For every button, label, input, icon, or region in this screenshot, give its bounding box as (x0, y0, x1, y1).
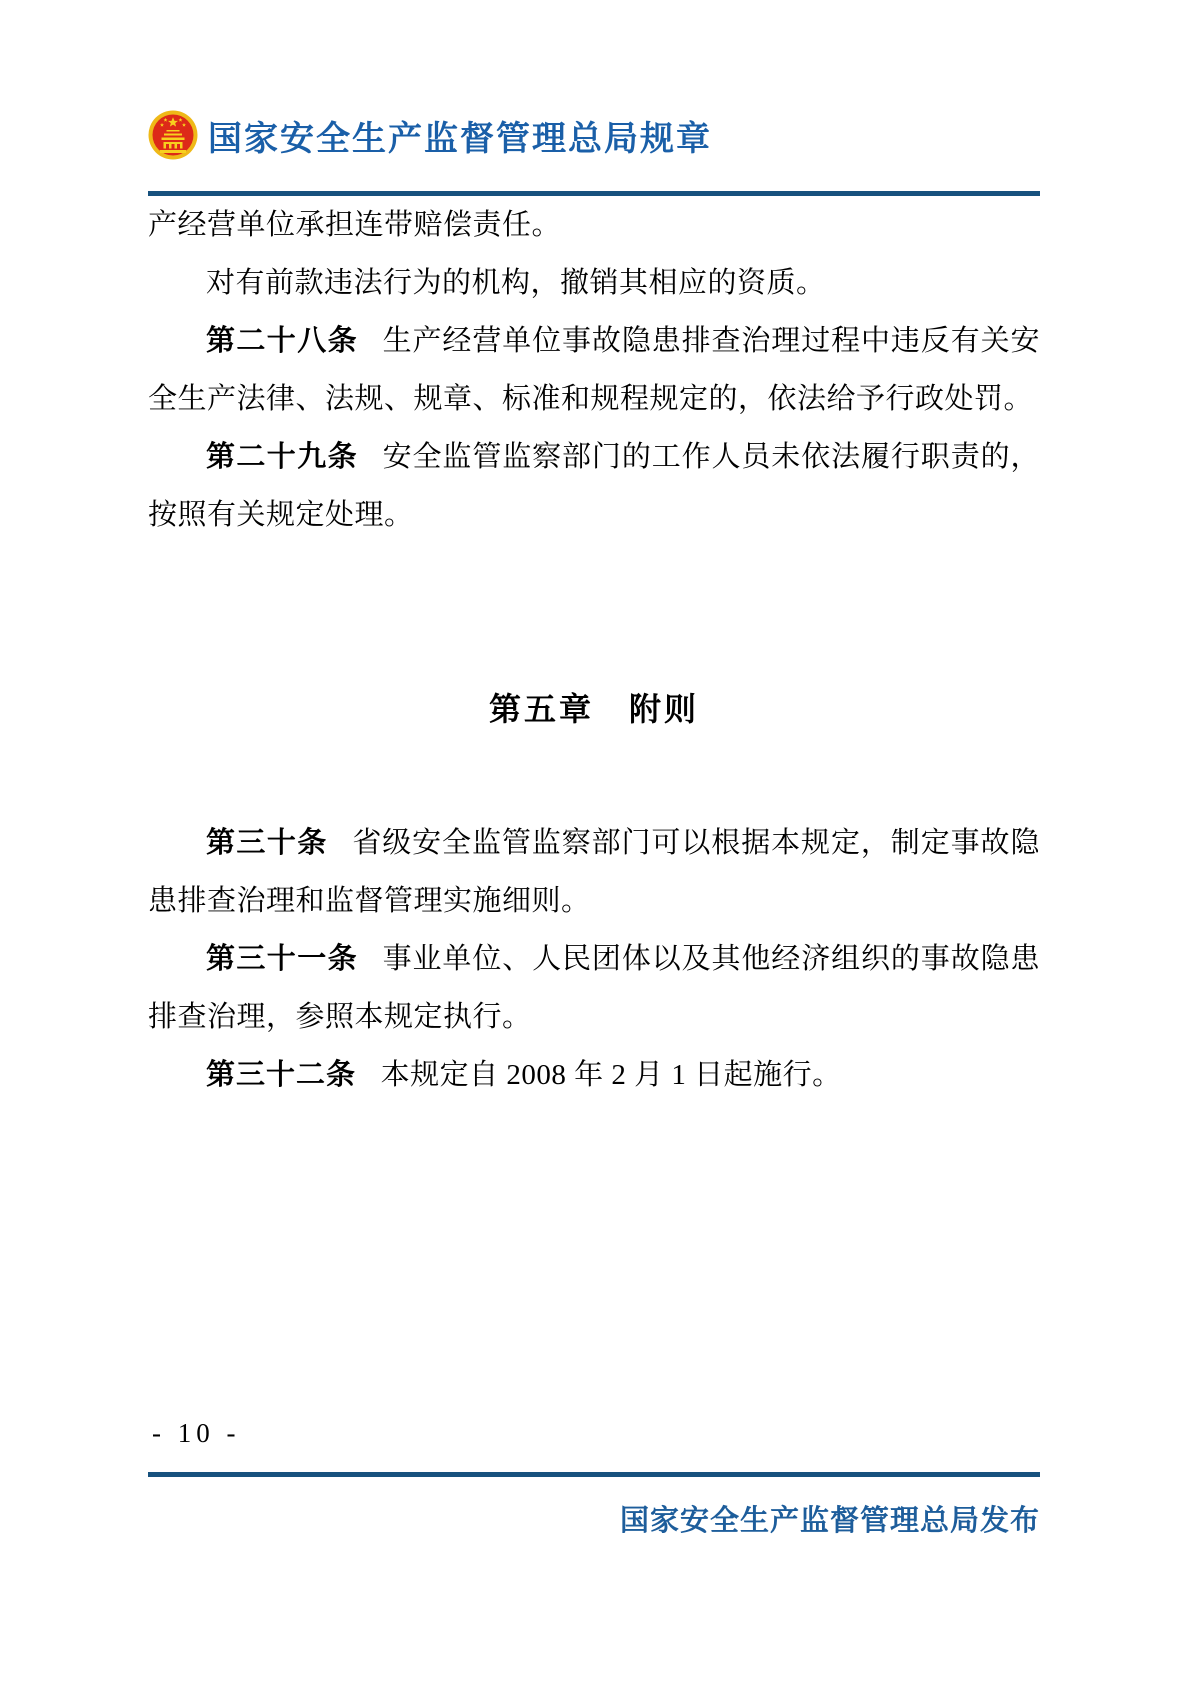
article-number: 第二十九条 (206, 441, 358, 473)
paragraph-article-32 (148, 1046, 1040, 1104)
article-number: 第三十一条 (206, 943, 358, 975)
paragraph-article-28 (148, 312, 1040, 428)
footer-divider (148, 1472, 1040, 1477)
article-text: 本规定自 2008 年 2 月 1 日起施行。 (380, 1059, 842, 1091)
paragraph: 对有前款违法行为的机构，撤销其相应的资质。 (206, 267, 826, 299)
article-text: 生产经营单位事故隐患排查治理过程中违反有关安全生产法律、法规、规章、标准和规程规定的，依法给予行政处罚。 (148, 325, 1040, 415)
page-header (148, 110, 1040, 160)
page-number: - 10 - (152, 1418, 241, 1448)
paragraph-article-29 (148, 428, 1040, 544)
article-number: 第三十二条 (206, 1059, 357, 1091)
paragraph-article-30 (148, 814, 1040, 930)
article-number: 第二十八条 (206, 325, 358, 357)
article-text: 事业单位、人民团体以及其他经济组织的事故隐患排查治理，参照本规定执行。 (148, 943, 1040, 1033)
header-title: 国家安全生产监督管理总局规章 (208, 120, 712, 158)
chapter-heading: 第五章 附则 (488, 691, 699, 727)
paragraph-article-31 (148, 930, 1040, 1046)
publisher-label: 国家安全生产监督管理总局发布 (619, 1505, 1040, 1537)
article-text: 安全监管监察部门的工作人员未依法履行职责的，按照有关规定处理。 (148, 441, 1040, 531)
article-text: 省级安全监管监察部门可以根据本规定，制定事故隐患排查治理和监督管理实施细则。 (148, 827, 1040, 917)
national-emblem-icon (148, 110, 198, 160)
document-body (148, 196, 1040, 1104)
article-number: 第三十条 (206, 827, 328, 859)
paragraph-continuation: 产经营单位承担连带赔偿责任。 (148, 209, 562, 241)
